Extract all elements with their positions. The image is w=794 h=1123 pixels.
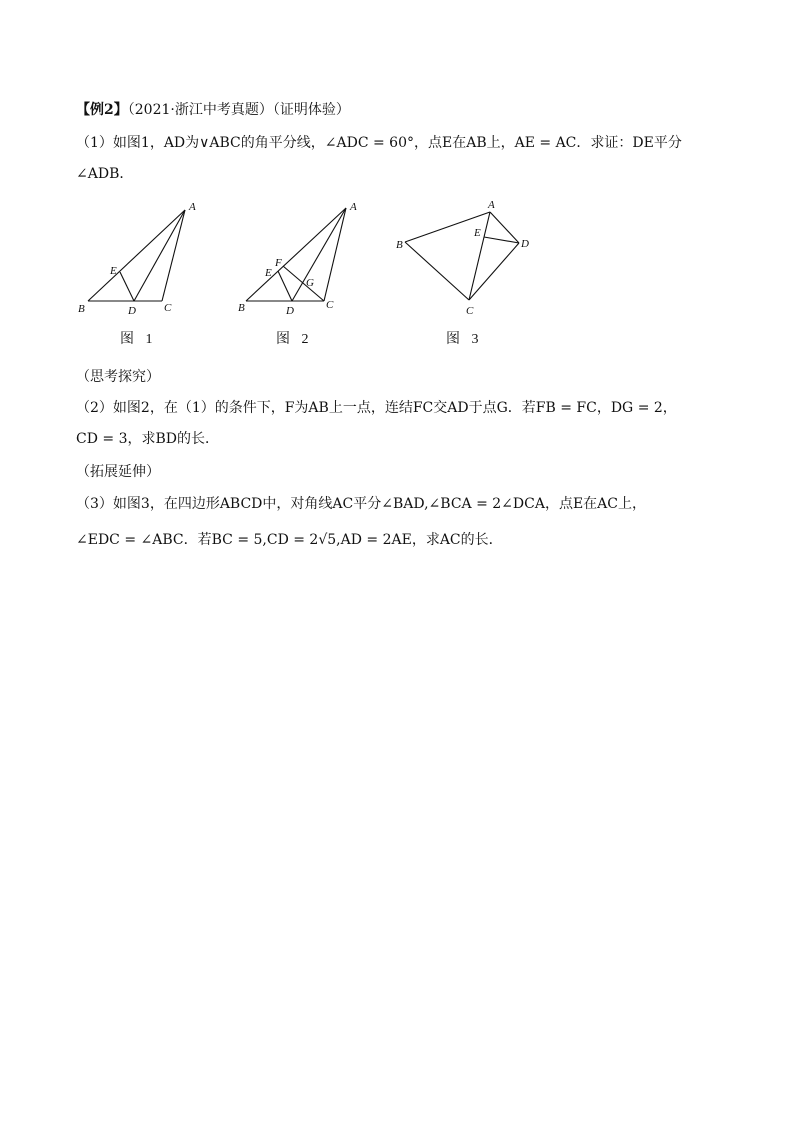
fig1-point-c: C [164,302,172,314]
example-source: （2021·浙江中考真题）（证明体验） [127,102,350,118]
section-think-title: （思考探究） [76,369,160,385]
fig1-point-b: B [78,303,85,315]
fig2-segment-ed [278,271,292,301]
figures-row [70,196,550,356]
fig3-segment-cb [405,242,469,300]
fig3-point-e: E [474,227,481,239]
figure-1-label: 图 1 [120,332,157,347]
fig1-point-a: A [189,201,196,213]
fig3-point-a: A [488,199,495,211]
part1-line1: （1）如图1，AD为∨ABC的角平分线，∠ADC = 60°，点E在AB上，AE = AC．求证：DE平分 [76,135,682,151]
part1-line2: ∠ADB． [76,166,134,182]
fig2-point-e: E [265,267,272,279]
fig2-point-b: B [238,302,245,314]
fig1-point-d: D [128,305,136,317]
figure-1 [88,210,185,301]
fig2-segment-ad [292,208,346,301]
figure-3 [405,212,519,300]
section-extend-title: （拓展延伸） [76,464,160,480]
fig2-point-d: D [286,305,294,317]
fig2-point-g: G [306,277,314,289]
figure-3-label: 图 3 [446,332,483,347]
fig3-segment-ac [469,212,490,300]
fig3-point-b: B [396,239,403,251]
fig1-segment-ac [162,210,185,301]
example-header [76,100,350,120]
fig3-point-c: C [466,305,474,317]
fig1-segment-ed [120,272,134,301]
fig2-segment-ba [246,208,346,301]
fig1-segment-ad [134,210,185,301]
example-tag: 【例2】 [76,102,128,118]
figure-2 [246,208,346,301]
fig1-point-e: E [110,265,117,277]
fig2-point-f: F [275,257,282,269]
figure-2-label: 图 2 [276,332,313,347]
fig3-segment-dc [469,243,519,300]
fig1-segment-ba [88,210,185,301]
part3-line1: （3）如图3，在四边形ABCD中，对角线AC平分∠BAD,∠BCA = 2∠DCA，点E在AC上， [76,496,646,512]
part3-line2: ∠EDC = ∠ABC．若BC = 5,CD = 2√5,AD = 2AE，求AC的长． [76,532,503,548]
fig3-point-d: D [521,238,529,250]
fig2-segment-ac [324,208,346,301]
part2-line1: （2）如图2，在（1）的条件下，F为AB上一点，连结FC交AD于点G．若FB = FC，DG = 2， [76,400,677,416]
fig2-point-a: A [350,201,357,213]
geometry-figures [70,196,550,326]
part2-line2: CD = 3，求BD的长． [76,431,219,447]
fig2-point-c: C [326,299,334,311]
